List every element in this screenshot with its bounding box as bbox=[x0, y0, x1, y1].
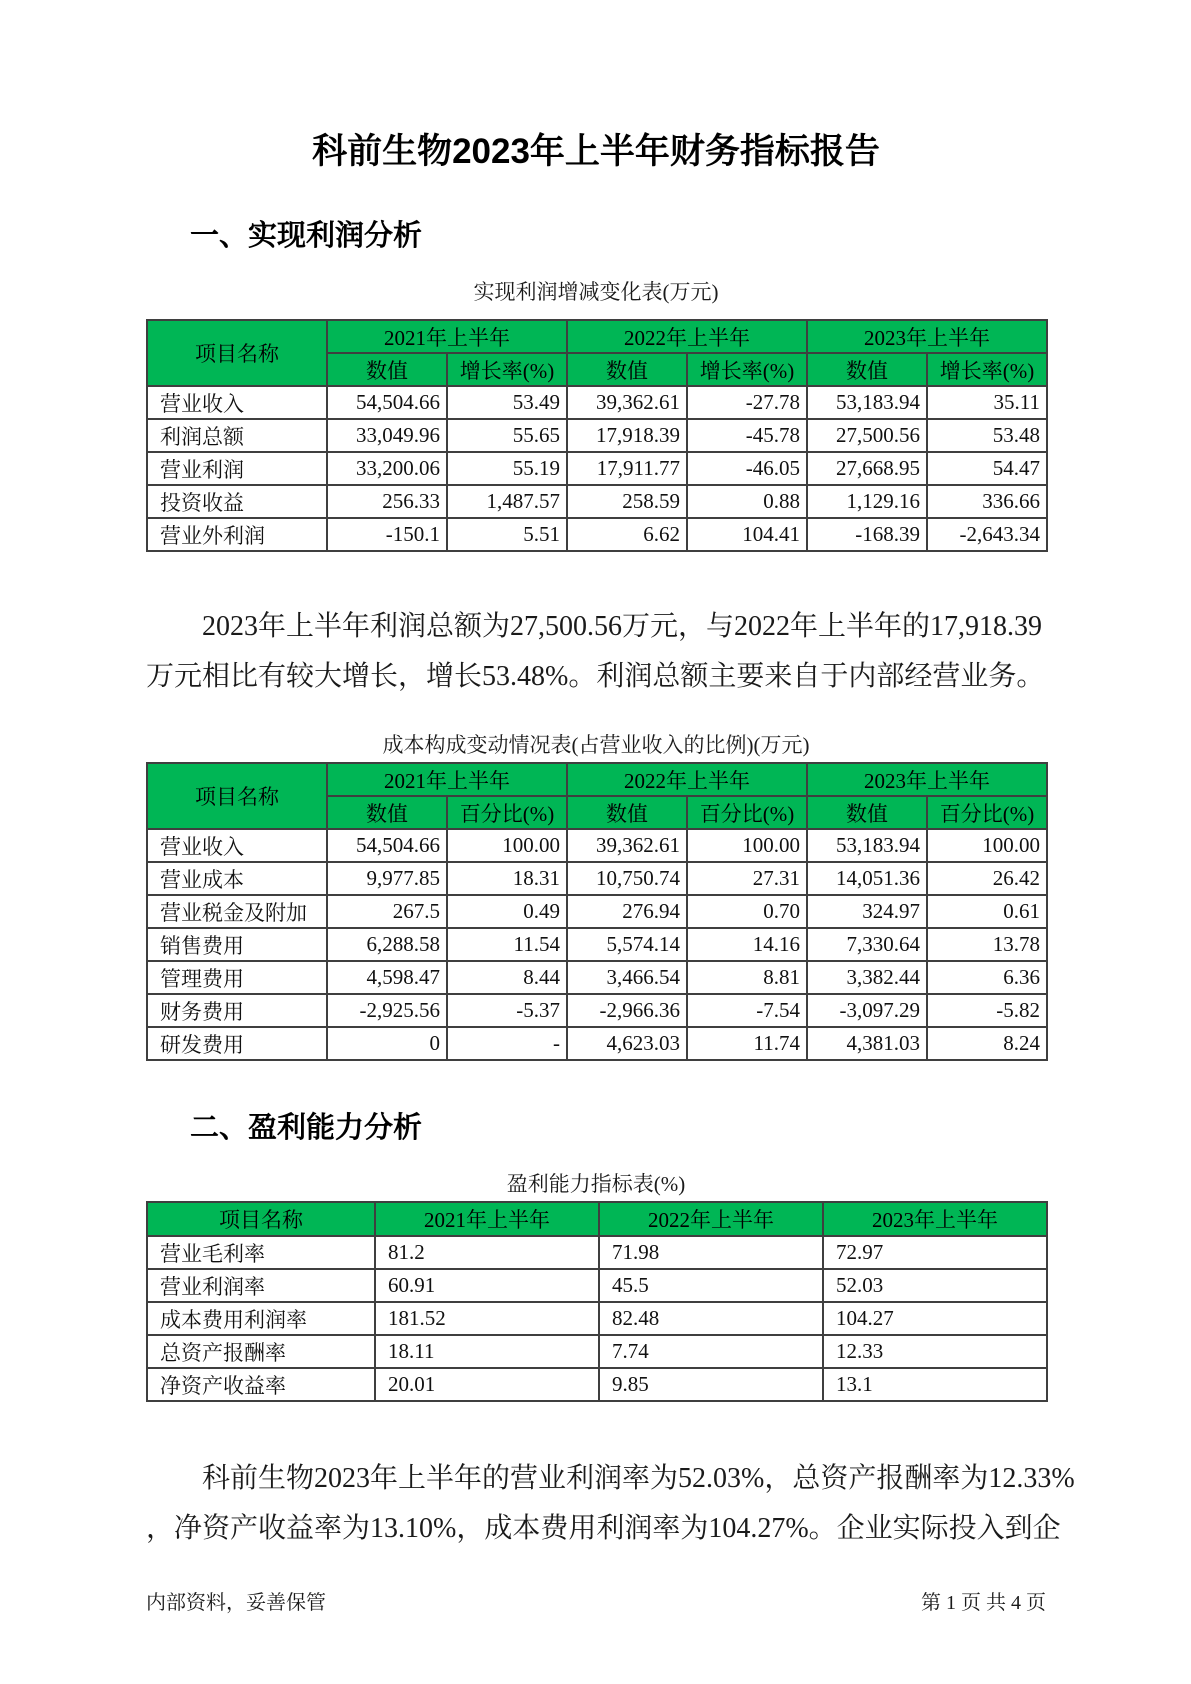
cell-value: 0.88 bbox=[687, 485, 807, 518]
cell-value: 39,362.61 bbox=[567, 386, 687, 419]
footer-page-number: 第 1 页 共 4 页 bbox=[921, 1592, 1046, 1614]
table-row bbox=[147, 485, 1047, 518]
cell-value: 55.19 bbox=[447, 452, 567, 485]
cell-value: 54.47 bbox=[927, 452, 1047, 485]
row-label: 营业成本 bbox=[147, 862, 327, 895]
cell-value: 100.00 bbox=[927, 829, 1047, 862]
cell-value: -168.39 bbox=[807, 518, 927, 551]
cell-value: 8.24 bbox=[927, 1027, 1047, 1060]
cell-value: 1,487.57 bbox=[447, 485, 567, 518]
table-row bbox=[147, 452, 1047, 485]
cell-value: 3,382.44 bbox=[807, 961, 927, 994]
cell-value: -3,097.29 bbox=[807, 994, 927, 1027]
cell-value: 13.78 bbox=[927, 928, 1047, 961]
subheader-value: 数值 bbox=[567, 353, 687, 386]
cell-value: 72.97 bbox=[823, 1236, 1047, 1269]
cell-value: -7.54 bbox=[687, 994, 807, 1027]
page-footer bbox=[146, 1586, 1046, 1615]
cell-value: 53.48 bbox=[927, 419, 1047, 452]
table-row bbox=[147, 829, 1047, 862]
cell-value: 8.44 bbox=[447, 961, 567, 994]
cell-value: 14,051.36 bbox=[807, 862, 927, 895]
table-row bbox=[147, 1335, 1047, 1368]
cell-value: 54,504.66 bbox=[327, 829, 447, 862]
cell-value: 6,288.58 bbox=[327, 928, 447, 961]
cell-value: 71.98 bbox=[599, 1236, 823, 1269]
page-title: 科前生物2023年上半年财务指标报告 bbox=[312, 132, 880, 171]
row-label: 净资产收益率 bbox=[147, 1368, 375, 1401]
table-row bbox=[147, 895, 1047, 928]
subheader-percent: 百分比(%) bbox=[687, 796, 807, 829]
cell-value: 35.11 bbox=[927, 386, 1047, 419]
cell-value: 9,977.85 bbox=[327, 862, 447, 895]
cell-value: - bbox=[447, 1027, 567, 1060]
table-caption-profitability: 盈利能力指标表(%) bbox=[506, 1172, 686, 1196]
table-row bbox=[147, 1027, 1047, 1060]
cell-value: 336.66 bbox=[927, 485, 1047, 518]
cell-value: 276.94 bbox=[567, 895, 687, 928]
cell-value: 39,362.61 bbox=[567, 829, 687, 862]
row-label: 营业收入 bbox=[147, 829, 327, 862]
cell-value: 11.54 bbox=[447, 928, 567, 961]
table-row bbox=[147, 419, 1047, 452]
cell-value: 53,183.94 bbox=[807, 386, 927, 419]
cell-value: 27,500.56 bbox=[807, 419, 927, 452]
cell-value: -46.05 bbox=[687, 452, 807, 485]
table-row bbox=[147, 518, 1047, 551]
column-header-year-2023: 2023年上半年 bbox=[807, 763, 1047, 796]
paragraph-line: 万元相比有较大增长，增长53.48%。利润总额主要来自于内部经营业务。 bbox=[146, 661, 1045, 692]
cell-value: 9.85 bbox=[599, 1368, 823, 1401]
subheader-percent: 百分比(%) bbox=[447, 796, 567, 829]
cell-value: 258.59 bbox=[567, 485, 687, 518]
cell-value: 181.52 bbox=[375, 1302, 599, 1335]
column-header-year-2023: 2023年上半年 bbox=[823, 1202, 1047, 1236]
row-label: 投资收益 bbox=[147, 485, 327, 518]
row-label: 销售费用 bbox=[147, 928, 327, 961]
paragraph-profit-summary bbox=[146, 602, 1046, 702]
table-row bbox=[147, 1368, 1047, 1401]
paragraph-line: 2023年上半年利润总额为27,500.56万元，与2022年上半年的17,918.39 bbox=[202, 611, 1043, 642]
cell-value: 6.62 bbox=[567, 518, 687, 551]
cell-value: 53.49 bbox=[447, 386, 567, 419]
cell-value: -2,925.56 bbox=[327, 994, 447, 1027]
cell-value: 45.5 bbox=[599, 1269, 823, 1302]
cell-value: 20.01 bbox=[375, 1368, 599, 1401]
column-header-year-2022: 2022年上半年 bbox=[567, 320, 807, 353]
row-label: 营业税金及附加 bbox=[147, 895, 327, 928]
column-header-item: 项目名称 bbox=[147, 1202, 375, 1236]
cell-value: 0.70 bbox=[687, 895, 807, 928]
row-label: 营业收入 bbox=[147, 386, 327, 419]
row-label: 成本费用利润率 bbox=[147, 1302, 375, 1335]
cell-value: 7.74 bbox=[599, 1335, 823, 1368]
section-heading-profit-analysis: 一、实现利润分析 bbox=[190, 220, 423, 252]
column-header-year-2021: 2021年上半年 bbox=[327, 763, 567, 796]
row-label: 管理费用 bbox=[147, 961, 327, 994]
cell-value: 3,466.54 bbox=[567, 961, 687, 994]
cell-value: 104.41 bbox=[687, 518, 807, 551]
row-label: 财务费用 bbox=[147, 994, 327, 1027]
column-header-year-2021: 2021年上半年 bbox=[327, 320, 567, 353]
row-label: 营业毛利率 bbox=[147, 1236, 375, 1269]
cell-value: 0.61 bbox=[927, 895, 1047, 928]
subheader-value: 数值 bbox=[327, 796, 447, 829]
cell-value: 10,750.74 bbox=[567, 862, 687, 895]
row-label: 总资产报酬率 bbox=[147, 1335, 375, 1368]
cell-value: 7,330.64 bbox=[807, 928, 927, 961]
cell-value: 14.16 bbox=[687, 928, 807, 961]
cell-value: -2,643.34 bbox=[927, 518, 1047, 551]
row-label: 营业外利润 bbox=[147, 518, 327, 551]
paragraph-line: ，净资产收益率为13.10%，成本费用利润率为104.27%。企业实际投入到企 bbox=[146, 1513, 1061, 1544]
footer-confidential-note: 内部资料，妥善保管 bbox=[146, 1592, 326, 1614]
row-label: 利润总额 bbox=[147, 419, 327, 452]
cell-value: -150.1 bbox=[327, 518, 447, 551]
paragraph-line: 科前生物2023年上半年的营业利润率为52.03%，总资产报酬率为12.33% bbox=[202, 1463, 1075, 1494]
cell-value: 82.48 bbox=[599, 1302, 823, 1335]
subheader-growth: 增长率(%) bbox=[687, 353, 807, 386]
subheader-growth: 增长率(%) bbox=[447, 353, 567, 386]
paragraph-profitability-summary bbox=[146, 1454, 1075, 1554]
column-header-item: 项目名称 bbox=[147, 763, 327, 829]
cost-structure-table bbox=[146, 762, 1048, 1061]
column-header-year-2022: 2022年上半年 bbox=[599, 1202, 823, 1236]
subheader-growth: 增长率(%) bbox=[927, 353, 1047, 386]
cell-value: 11.74 bbox=[687, 1027, 807, 1060]
cell-value: 55.65 bbox=[447, 419, 567, 452]
cell-value: 53,183.94 bbox=[807, 829, 927, 862]
cell-value: 4,598.47 bbox=[327, 961, 447, 994]
cell-value: -27.78 bbox=[687, 386, 807, 419]
subheader-value: 数值 bbox=[567, 796, 687, 829]
cell-value: 0.49 bbox=[447, 895, 567, 928]
table-row bbox=[147, 1302, 1047, 1335]
subheader-value: 数值 bbox=[807, 796, 927, 829]
table-row bbox=[147, 928, 1047, 961]
cell-value: 100.00 bbox=[687, 829, 807, 862]
table-row bbox=[147, 1269, 1047, 1302]
cell-value: 12.33 bbox=[823, 1335, 1047, 1368]
cell-value: 324.97 bbox=[807, 895, 927, 928]
column-header-year-2021: 2021年上半年 bbox=[375, 1202, 599, 1236]
cell-value: 104.27 bbox=[823, 1302, 1047, 1335]
cell-value: 18.11 bbox=[375, 1335, 599, 1368]
cell-value: -2,966.36 bbox=[567, 994, 687, 1027]
cell-value: -5.82 bbox=[927, 994, 1047, 1027]
cell-value: 60.91 bbox=[375, 1269, 599, 1302]
cell-value: 33,049.96 bbox=[327, 419, 447, 452]
table-row bbox=[147, 961, 1047, 994]
cell-value: 6.36 bbox=[927, 961, 1047, 994]
table-caption-cost: 成本构成变动情况表(占营业收入的比例)(万元) bbox=[382, 733, 810, 757]
profit-change-table bbox=[146, 319, 1048, 552]
table-row bbox=[147, 386, 1047, 419]
table-row bbox=[147, 994, 1047, 1027]
profitability-indicator-table bbox=[146, 1201, 1048, 1402]
column-header-item: 项目名称 bbox=[147, 320, 327, 386]
table-row bbox=[147, 862, 1047, 895]
row-label: 营业利润率 bbox=[147, 1269, 375, 1302]
cell-value: 100.00 bbox=[447, 829, 567, 862]
cell-value: 27.31 bbox=[687, 862, 807, 895]
cell-value: 52.03 bbox=[823, 1269, 1047, 1302]
cell-value: 17,911.77 bbox=[567, 452, 687, 485]
column-header-year-2023: 2023年上半年 bbox=[807, 320, 1047, 353]
cell-value: 8.81 bbox=[687, 961, 807, 994]
cell-value: 13.1 bbox=[823, 1368, 1047, 1401]
cell-value: 54,504.66 bbox=[327, 386, 447, 419]
cell-value: 5,574.14 bbox=[567, 928, 687, 961]
cell-value: 256.33 bbox=[327, 485, 447, 518]
cell-value: -45.78 bbox=[687, 419, 807, 452]
table-row bbox=[147, 1236, 1047, 1269]
column-header-year-2022: 2022年上半年 bbox=[567, 763, 807, 796]
subheader-value: 数值 bbox=[327, 353, 447, 386]
section-heading-profitability-analysis: 二、盈利能力分析 bbox=[190, 1112, 423, 1144]
subheader-percent: 百分比(%) bbox=[927, 796, 1047, 829]
cell-value: -5.37 bbox=[447, 994, 567, 1027]
cell-value: 33,200.06 bbox=[327, 452, 447, 485]
cell-value: 267.5 bbox=[327, 895, 447, 928]
subheader-value: 数值 bbox=[807, 353, 927, 386]
cell-value: 0 bbox=[327, 1027, 447, 1060]
cell-value: 17,918.39 bbox=[567, 419, 687, 452]
cell-value: 5.51 bbox=[447, 518, 567, 551]
cell-value: 1,129.16 bbox=[807, 485, 927, 518]
cell-value: 18.31 bbox=[447, 862, 567, 895]
cell-value: 4,381.03 bbox=[807, 1027, 927, 1060]
cell-value: 27,668.95 bbox=[807, 452, 927, 485]
cell-value: 81.2 bbox=[375, 1236, 599, 1269]
cell-value: 26.42 bbox=[927, 862, 1047, 895]
cell-value: 4,623.03 bbox=[567, 1027, 687, 1060]
row-label: 营业利润 bbox=[147, 452, 327, 485]
row-label: 研发费用 bbox=[147, 1027, 327, 1060]
table-caption-profit: 实现利润增减变化表(万元) bbox=[473, 280, 719, 304]
